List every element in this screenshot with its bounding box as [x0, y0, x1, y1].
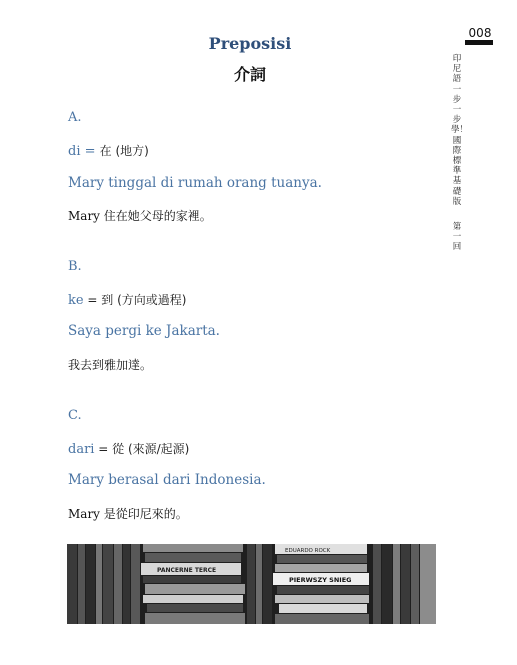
example-sentence-c: Mary berasal dari Indonesia.: [68, 472, 266, 488]
page-title: Preposisi: [208, 34, 292, 53]
translation-prefix: Mary: [68, 209, 100, 223]
term-dari: dari: [68, 442, 95, 457]
translation-text: 我去到雅加達。: [68, 358, 153, 372]
section-label-b: B.: [68, 259, 82, 274]
word-definition-b: [68, 291, 186, 308]
book-spine-title: EDUARDO ROCK: [285, 548, 331, 554]
section-label-a: A.: [68, 110, 82, 125]
page-number-bar: [465, 40, 493, 45]
term-meaning: 到 (方向或過程): [101, 293, 187, 307]
side-book-title: 印尼語一步一步學！國際標準基礎版: [451, 54, 469, 207]
term-di: di: [68, 144, 81, 159]
section-label-c: C.: [68, 408, 82, 423]
translation-c: [68, 505, 188, 522]
translation-text: 住在她父母的家裡。: [99, 209, 212, 223]
translation-a: [68, 207, 212, 224]
book-spine-title: PANCERNE TERCE: [157, 567, 217, 574]
equals-sign: =: [80, 144, 100, 159]
equals-sign: =: [83, 293, 102, 307]
term-meaning: 在 (地方): [99, 144, 149, 158]
translation-text: 是從印尼來的。: [99, 507, 188, 521]
translation-b: [68, 356, 152, 373]
equals-sign: =: [94, 442, 113, 456]
example-sentence-a: Mary tinggal di rumah orang tuanya.: [68, 175, 322, 191]
term-meaning: 從 (來源/起源): [112, 442, 190, 456]
side-chapter: 第一回: [452, 222, 462, 253]
book-spine-title: PIERWSZY SNIEG: [289, 576, 352, 584]
page-subtitle: 介詞: [233, 65, 266, 84]
term-ke: ke: [68, 293, 84, 308]
word-definition-a: [68, 142, 149, 159]
translation-prefix: Mary: [68, 507, 100, 521]
word-definition-c: [68, 440, 189, 457]
books-photo: [67, 544, 436, 624]
page-number: 008: [468, 26, 492, 40]
example-sentence-b: Saya pergi ke Jakarta.: [68, 323, 220, 339]
